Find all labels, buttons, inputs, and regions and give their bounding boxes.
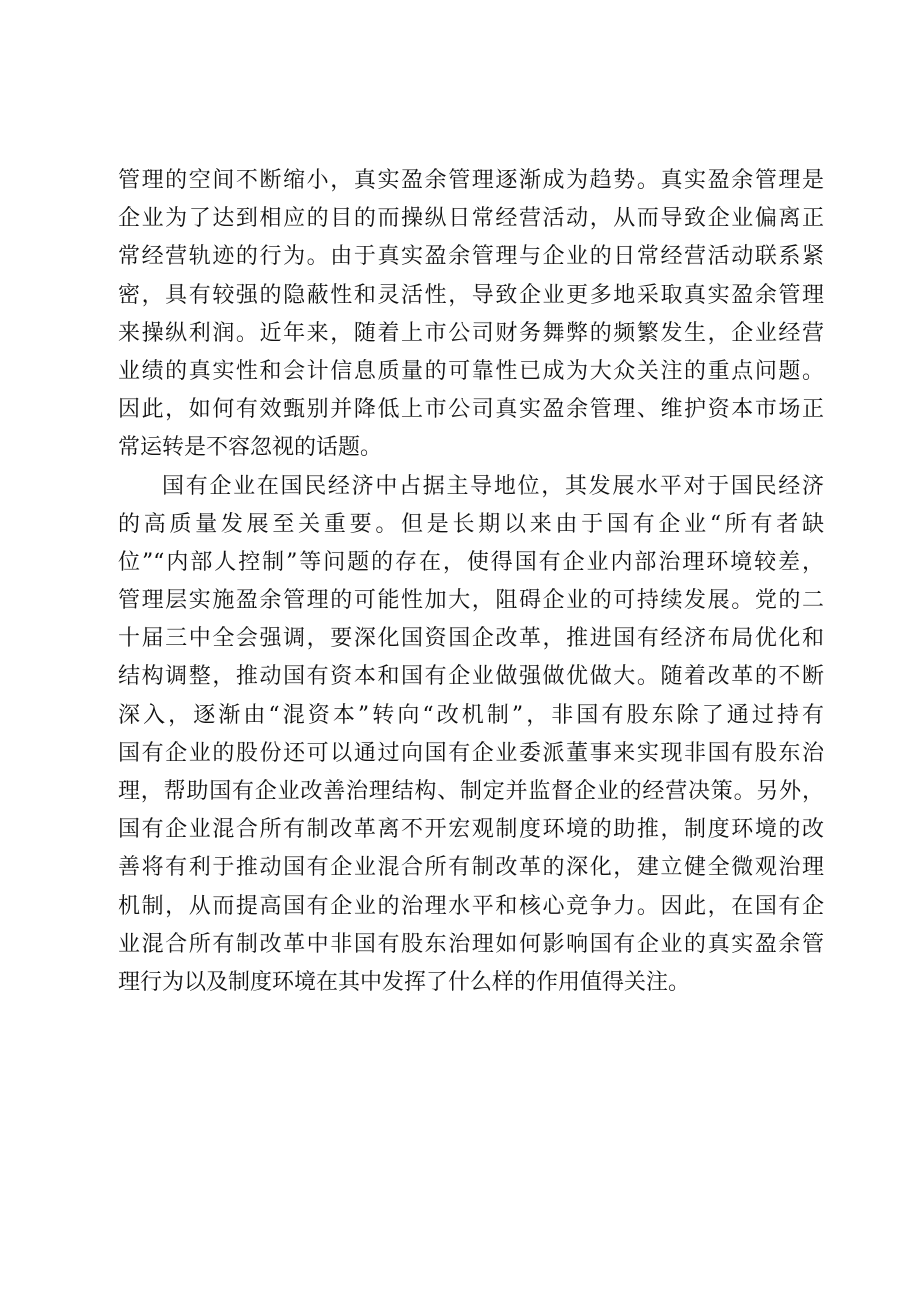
- text-line: 因此，如何有效甄别并降低上市公司真实盈余管理、维护资本市场正: [118, 397, 824, 423]
- text-line: 理行为以及制度环境在其中发挥了什么样的作用值得关注。: [118, 969, 691, 995]
- text-line: 十届三中全会强调，要深化国资国企改革，推进国有经济布局优化和: [118, 626, 824, 652]
- text-line: 的高质量发展至关重要。但是长期以来由于国有企业“所有者缺: [118, 511, 824, 537]
- text-line: 国有企业混合所有制改革离不开宏观制度环境的助推，制度环境的改: [118, 817, 824, 843]
- text-line: 管理层实施盈余管理的可能性加大，阻碍企业的可持续发展。党的二: [118, 588, 824, 614]
- text-line: 国有企业在国民经济中占据主导地位，其发展水平对于国民经济: [162, 473, 824, 499]
- text-line: 来操纵利润。近年来，随着上市公司财务舞弊的频繁发生，企业经营: [118, 320, 824, 346]
- paragraph-1: [118, 162, 824, 468]
- text-line: 管理的空间不断缩小，真实盈余管理逐渐成为趋势。真实盈余管理是: [118, 168, 824, 193]
- text-line: 深入，逐渐由“混资本”转向“改机制”，非国有股东除了通过持有: [118, 702, 824, 728]
- text-line: 业混合所有制改革中非国有股东治理如何影响国有企业的真实盈余管: [118, 931, 824, 957]
- text-line: 位”“内部人控制”等问题的存在，使得国有企业内部治理环境较差，: [118, 549, 824, 575]
- text-line: 密，具有较强的隐蔽性和灵活性，导致企业更多地采取真实盈余管理: [118, 282, 824, 308]
- text-line: 理，帮助国有企业改善治理结构、制定并监督企业的经营决策。另外，: [118, 779, 824, 804]
- text-line: 善将有利于推动国有企业混合所有制改革的深化，建立健全微观治理: [118, 855, 824, 881]
- text-line: 常经营轨迹的行为。由于真实盈余管理与企业的日常经营活动联系紧: [118, 244, 824, 270]
- text-line: 国有企业的股份还可以通过向国有企业委派董事来实现非国有股东治: [118, 740, 824, 766]
- document-body: [118, 162, 824, 1002]
- text-line: 结构调整，推动国有资本和国有企业做强做优做大。随着改革的不断: [118, 664, 824, 690]
- paragraph-2: [118, 468, 824, 1003]
- text-line: 企业为了达到相应的目的而操纵日常经营活动，从而导致企业偏离正: [118, 206, 824, 232]
- text-line: 常运转是不容忽视的话题。: [118, 435, 383, 461]
- text-line: 机制，从而提高国有企业的治理水平和核心竞争力。因此，在国有企: [118, 893, 824, 919]
- text-line: 业绩的真实性和会计信息质量的可靠性已成为大众关注的重点问题。: [118, 358, 824, 384]
